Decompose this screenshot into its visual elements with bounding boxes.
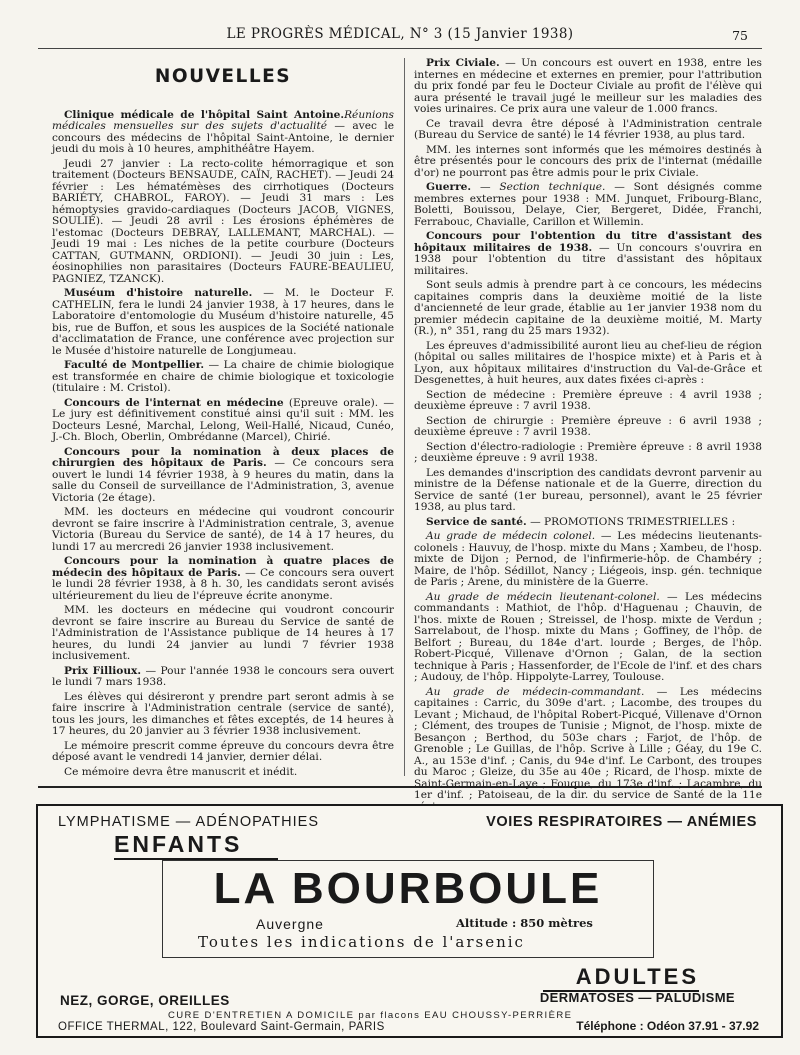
news-heading: Concours pour la nomination à deux places de chirurgien des hôpitaux de Paris. xyxy=(52,445,394,469)
section-title: NOUVELLES xyxy=(154,66,292,87)
news-paragraph xyxy=(52,692,394,738)
news-item xyxy=(52,556,394,602)
news-paragraph xyxy=(414,390,762,413)
news-text: — Sont désignés comme membres externes pour 1938 : MM. Junquet, Fribourg-Blanc, Boletti, Bouissou, Delaye, Cier, Bergeret, Didée, Franchi, Ferrabouc, Chavialle, Carillon et Willemin. xyxy=(414,181,762,228)
news-heading: Service de santé. xyxy=(426,515,527,528)
news-heading: Clinique médicale de l'hôpital Saint Antoine. xyxy=(64,108,345,121)
news-paragraph xyxy=(414,468,762,514)
news-subheading: Au grade de médecin-commandant. xyxy=(426,685,645,698)
news-item xyxy=(414,58,762,116)
ad-dermatoses: DERMATOSES — PALUDISME xyxy=(539,990,735,1005)
news-text: Les élèves qui désireront y prendre part seront admis à se faire inscrire à l'Administration centrale (service de santé), tous les jours, les dimanches et fêtes exceptés, de 14 heures à 17 heures, du 20 janvier au 3 février 1938 inclusivement. xyxy=(52,690,394,737)
news-text: Les épreuves d'admissibilité auront lieu au chef-lieu de région (hôpital ou salles militaires de l'hospice mixte) et à Paris et à Lyon, aux hôpitaux militaires d'instruction du Val-de-Grâce et Desgenettes, à huit heures, aux dates fixées ci-après : xyxy=(414,339,762,386)
news-paragraph xyxy=(414,592,762,684)
column-divider xyxy=(404,58,405,776)
ad-enfants: ENFANTS xyxy=(114,831,243,857)
ad-conditions-right: VOIES RESPIRATOIRES — ANÉMIES xyxy=(486,814,757,830)
news-item xyxy=(414,231,762,277)
news-text: Ce mémoire devra être manuscrit et inédit. xyxy=(64,765,298,778)
ad-nose-throat: NEZ, GORGE, OREILLES xyxy=(60,993,230,1008)
news-paragraph xyxy=(414,280,762,338)
news-text: — avec le concours des médecins de l'hôpital Saint-Antoine, le dernier jeudi du mois à 10 heures, amphithéâtre Hayem. xyxy=(52,120,394,155)
ad-tagline: Toutes les indications de l'arsenic xyxy=(198,933,525,951)
news-paragraph xyxy=(414,687,762,814)
news-text: — Un concours s'ouvrira en 1938 pour l'obtention du titre d'assistant des hôpitaux militaires. xyxy=(414,241,762,277)
news-subheading: Au grade de médecin lieutenant-colonel. xyxy=(426,590,660,603)
news-paragraph xyxy=(414,442,762,465)
news-heading: Prix Civiale. xyxy=(426,57,500,69)
news-subheading: — Section technique. xyxy=(471,181,606,193)
news-text: — PROMOTIONS TRIMESTRIELLES : xyxy=(526,515,736,528)
news-text: Ce travail devra être déposé à l'Administration centrale (Bureau du Service de santé) le 14 février 1938, au plus tard. xyxy=(414,117,762,141)
news-item xyxy=(52,110,394,156)
news-text: (Epreuve orale). — Le jury est définitivement constitué ainsi qu'il suit : MM. les Docteurs Lesné, Marchal, Lelong, Weil-Hallé, Nicaud, Cunéo, J.-Ch. Bloch, Oberlin, Ombrédanne (Marcel), Chirié. xyxy=(52,396,394,443)
page-header xyxy=(0,26,800,46)
advert-rule xyxy=(38,786,762,788)
news-paragraph xyxy=(414,341,762,387)
news-paragraph xyxy=(52,159,394,286)
ad-telephone: Téléphone : Odéon 37.91 - 37.92 xyxy=(576,1019,759,1033)
news-item xyxy=(52,288,394,357)
news-heading: Prix Fillioux. xyxy=(64,664,142,677)
news-heading: Guerre. xyxy=(426,181,472,193)
ad-office-address: OFFICE THERMAL, 122, Boulevard Saint-Germain, PARIS xyxy=(58,1021,385,1033)
ad-cure: CURE D'ENTRETIEN A DOMICILE par flacons EAU CHOUSSY-PERRIÈRE xyxy=(168,1010,573,1021)
news-text: — La chaire de chimie biologique est transformée en chaire de chimie biologique et toxicologie (titulaire : M. Cristol). xyxy=(52,359,394,394)
news-paragraph xyxy=(414,145,762,180)
news-heading: Muséum d'histoire naturelle. xyxy=(64,287,253,299)
news-heading: Concours pour l'obtention du titre d'assistant des hôpitaux militaires de 1938. xyxy=(414,230,762,254)
left-column xyxy=(52,58,394,781)
page-number: 75 xyxy=(732,28,748,43)
news-item xyxy=(414,517,762,529)
news-item xyxy=(52,398,394,444)
news-paragraph xyxy=(414,416,762,439)
news-item xyxy=(414,182,762,228)
news-text: — M. le Docteur F. CATHELIN, fera le lundi 24 janvier 1938, à 17 heures, dans le Laboratoire d'entomologie du Muséum d'histoire naturelle, 45 bis, rue de Buffon, et sous les auspices de la Société nationale d'acclimatation de France, une conférence avec projection sur le Musée d'histoire naturelle de Longjumeau. xyxy=(52,287,394,357)
news-subheading: Réunions médicales mensuelles sur des sujets d'actualité xyxy=(52,108,394,132)
ad-altitude: Altitude : 850 mètres xyxy=(456,916,593,930)
news-text: — Pour l'année 1938 le concours sera ouvert le lundi 7 mars 1938. xyxy=(52,664,395,688)
news-item xyxy=(52,666,394,689)
news-text: Sont seuls admis à prendre part à ce concours, les médecins capitaines compris dans la deuxième moitié de la liste d'ancienneté de leur grade, établie au 1er janvier 1938 nom du premier médecin capitaine de la deuxième moitié, M. Marty (R.), n° 351, rang du 25 mars 1932). xyxy=(414,279,762,337)
ad-brand: LA BOURBOULE xyxy=(213,864,603,913)
news-text: Le mémoire prescrit comme épreuve du concours devra être déposé avant le vendredi 14 janvier, dernier délai. xyxy=(52,739,394,763)
news-paragraph xyxy=(52,767,394,779)
news-heading: Concours de l'internat en médecine xyxy=(64,396,284,409)
news-item xyxy=(52,360,394,395)
news-item xyxy=(52,447,394,505)
news-text: Section de chirurgie : Première épreuve : 6 avril 1938 ; deuxième épreuve : 7 avril 1938. xyxy=(414,414,762,438)
news-paragraph xyxy=(414,531,762,589)
ad-conditions-left: LYMPHATISME — ADÉNOPATHIES xyxy=(58,814,319,830)
news-text: Section d'électro-radiologie : Première épreuve : 8 avril 1938 ; deuxième épreuve : 9 avril 1938. xyxy=(414,440,762,464)
news-text: Section de médecine : Première épreuve : 4 avril 1938 ; deuxième épreuve : 7 avril 1938. xyxy=(414,388,762,412)
news-paragraph xyxy=(52,507,394,553)
news-subheading: Au grade de médecin colonel. xyxy=(426,530,596,542)
advertisement-la-bourboule xyxy=(36,804,783,1038)
news-text: Les demandes d'inscription des candidats devront parvenir au ministre de la Défense nationale et de la Guerre, direction du Service de santé (1er bureau, personnel), avant le 25 février 1938, au plus tard. xyxy=(414,466,762,513)
news-text: — Ce concours sera ouvert le lundi 14 février 1938, à 9 heures du matin, dans la salle du Conseil de surveillance de l'Administration, 3, avenue Victoria (2e étage). xyxy=(52,457,394,504)
news-paragraph xyxy=(414,119,762,142)
news-heading: Concours pour la nomination à quatre places de médecin des hôpitaux de Paris. xyxy=(52,555,394,579)
news-text: — Un concours est ouvert en 1938, entre les internes en médecine et externes en premier, pour l'attribution du prix fondé par feu le Docteur Civiale au profit de l'élève qui aura présenté le travail jugé le meilleur sur les maladies des voies urinaires. Ce prix aura une valeur de 1.000 francs. xyxy=(414,57,762,115)
news-text: MM. les docteurs en médecine qui voudront concourir devront se faire inscrire à l'Administration centrale, 3, avenue Victoria (Bureau du Service de santé), de 14 à 17 heures, du lundi 17 au mercredi 26 janvier 1938 inclusivement. xyxy=(52,506,394,553)
ad-region: Auvergne xyxy=(256,916,324,932)
right-column xyxy=(414,58,762,816)
news-text: — Les médecins capitaines : Carric, du 309e d'art. ; Lacombe, des troupes du Levant ; Michaud, de l'hôpital Robert-Picqué, Villenave d'Ornon ; Clément, des troupes de Tunisie ; Mignot, de l'hosp. mixte de Besançon ; Berthod, du 503e chars ; Farjot, de l'hôp. de Grenoble ; Le Guillas, de l'hôp. Scrive à Lille ; Géay, du 19e C. A., au 153e d'inf. ; Canis, du 94e d'inf. Le Carbont, des troupes du Maroc ; Gleize, du 35e au 40e ; Ricard, de l'hosp. mixte de Saint-Germain-en-Laye ; Fouque, du 173e d'inf. ; Lacambre, du 1er d'inf. ; Patoiseau, de la dir. du service de Santé de la 11e xyxy=(414,685,762,801)
news-heading: Faculté de Montpellier. xyxy=(64,359,205,371)
news-text: Jeudi 27 janvier : La recto-colite hémorragique et son traitement (Docteurs BENSAUDE, CAÏN, RACHET). — Jeudi 24 février : Les hématémèses des cirrhotiques (Docteurs BARIÉTY, CHABROL, FAROY). — Jeudi 31 mars : Les hémoptysies gravido-cardiaques (Docteurs JACOB, VIGNES, SOULIÉ). — Jeudi 28 avril : Les érosions éphémères de l'estomac (Docteurs DEBRAY, LALLEMANT, MARCHAL). — Jeudi 19 mai : Les niches de la petite courbure (Docteurs CATTAN, GUTMANN, ORDIONI). — Jeudi 30 juin : Les, éosinophilies non parasitaires (Docteurs FAURE-BEAULIEU, PAGNIEZ, TZANCK). xyxy=(52,157,394,285)
news-text: MM. les docteurs en médecine qui voudront concourir devront se faire inscrire au Bureau du Service de santé de l'Administration de l'Assistance publique de 14 heures à 17 heures, du lundi 24 janvier au lundi 7 février 1938 inclusivement. xyxy=(52,604,394,662)
journal-title: LE PROGRÈS MÉDICAL, N° 3 (15 Janvier 1938) xyxy=(226,26,574,42)
news-paragraph xyxy=(52,741,394,764)
news-text: MM. les internes sont informés que les mémoires destinés à être présentés pour le concours des prix de l'internat (médaille d'or) ne pourront pas être admis pour le prix Civiale. xyxy=(414,143,762,179)
news-text: — Ce concours sera ouvert le lundi 28 février 1938, à 8 h. 30, les candidats seront avisés ultérieurement du lieu de l'épreuve écrite anonyme. xyxy=(52,566,394,602)
ad-adultes: ADULTES xyxy=(575,964,699,989)
news-text: — Les médecins lieutenants-colonels : Hauvuy, de l'hosp. mixte du Mans ; Xambeu, de l'hosp. mixte de Dijon ; Pernod, de l'infirmerie-hôp. de Chambéry ; Maire, de l'hôp. Sédillot, Nancy ; Liégeois, insp. gén. technique de Paris ; Arene, du ministère de la Guerre. xyxy=(414,530,762,588)
news-paragraph xyxy=(52,605,394,663)
news-text: — Les médecins commandants : Mathiot, de l'hôp. d'Haguenau ; Chauvin, de l'hos. mixte de Rouen ; Streissel, de l'hosp. mixte de Verdun ; Sarrelabout, de l'hosp. mixte du Mans ; Goffiney, de l'hôp. de Belfort ; Bureau, du 184e d'art. lourde ; Berges, de l'hôp. Robert-Picqué, Villenave d'Ornon ; Galan, de la section technique à Paris ; Hassenforder, de l'Ecole de l'inf. et des chars ; Audouy, de l'hôp. Hippolyte-Larrey, Toulouse. xyxy=(414,590,762,683)
header-rule xyxy=(38,48,762,49)
